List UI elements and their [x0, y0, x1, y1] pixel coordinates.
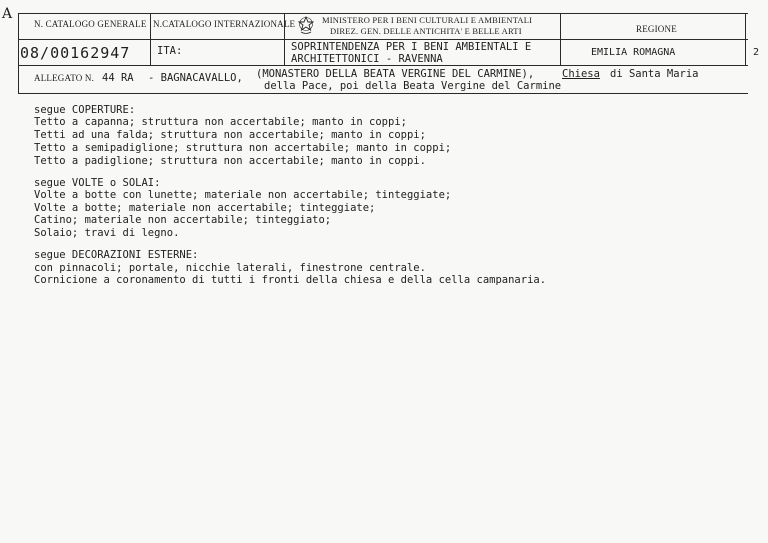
- title-line-1c: di Santa Maria: [610, 68, 699, 80]
- coperture-line: Tetto a padiglione; struttura non accertabile; manto in coppi.: [34, 155, 426, 167]
- col-divider-4: [745, 13, 746, 65]
- volte-line: Volte a botte; materiale non accertabile; tinteggiate;: [34, 202, 376, 214]
- ita-label: ITA:: [157, 45, 183, 57]
- ministero-line-2: DIREZ. GEN. DELLE ANTICHITA' E BELLE ARTI: [330, 26, 522, 36]
- volte-line: Solaio; travi di legno.: [34, 227, 180, 239]
- header-mid-border: [18, 39, 748, 40]
- col-divider-1: [150, 13, 151, 65]
- regione-label: REGIONE: [636, 24, 677, 34]
- page-number: 2: [753, 47, 760, 58]
- title-line-1a: (MONASTERO DELLA BEATA VERGINE DEL CARMINE),: [256, 68, 535, 80]
- left-border: [18, 13, 19, 93]
- decorazioni-heading: segue DECORAZIONI ESTERNE:: [34, 249, 199, 261]
- allegato-bottom-border: [18, 93, 748, 94]
- decorazioni-line: Cornicione a coronamento di tutti i fronti della chiesa e della cella campanaria.: [34, 274, 547, 286]
- volte-heading: segue VOLTE o SOLAI:: [34, 177, 161, 189]
- volte-line: Catino; materiale non accertabile; tinteggiato;: [34, 214, 332, 226]
- coperture-heading: segue COPERTURE:: [34, 104, 136, 116]
- title-line-2: della Pace, poi della Beata Vergine del Carmine: [264, 80, 562, 92]
- allegato-value: 44 RA: [102, 72, 134, 84]
- allegato-label: ALLEGATO N.: [34, 73, 95, 83]
- italian-republic-emblem: [298, 16, 314, 36]
- catalogo-generale-label: N. CATALOGO GENERALE: [34, 19, 147, 29]
- volte-line: Volte a botte con lunette; materiale non accertabile; tinteggiate;: [34, 189, 452, 201]
- coperture-line: Tetto a capanna; struttura non accertabile; manto in coppi;: [34, 116, 407, 128]
- coperture-line: Tetto a semipadiglione; struttura non accertabile; manto in coppi;: [34, 142, 452, 154]
- header-bottom-border: [18, 65, 748, 66]
- catalogo-generale-value: 08/00162947: [20, 44, 131, 62]
- locality: - BAGNACAVALLO,: [148, 72, 243, 84]
- ministero-line-1: MINISTERO PER I BENI CULTURALI E AMBIENTALI: [322, 15, 533, 25]
- soprintendenza-line-1: SOPRINTENDENZA PER I BENI AMBIENTALI E: [291, 41, 532, 53]
- header-top-border: [18, 13, 748, 14]
- soprintendenza-line-2: ARCHITETTONICI - RAVENNA: [291, 53, 443, 65]
- col-divider-3: [560, 13, 561, 65]
- title-line-1b: Chiesa: [562, 68, 600, 80]
- catalogo-internazionale-label: N.CATALOGO INTERNAZIONALE: [153, 19, 296, 29]
- margin-mark: A: [2, 6, 13, 22]
- regione-value: EMILIA ROMAGNA: [591, 47, 676, 58]
- coperture-line: Tetti ad una falda; struttura non accertabile; manto in coppi;: [34, 129, 426, 141]
- decorazioni-line: con pinnacoli; portale, nicchie laterali, finestrone centrale.: [34, 262, 426, 274]
